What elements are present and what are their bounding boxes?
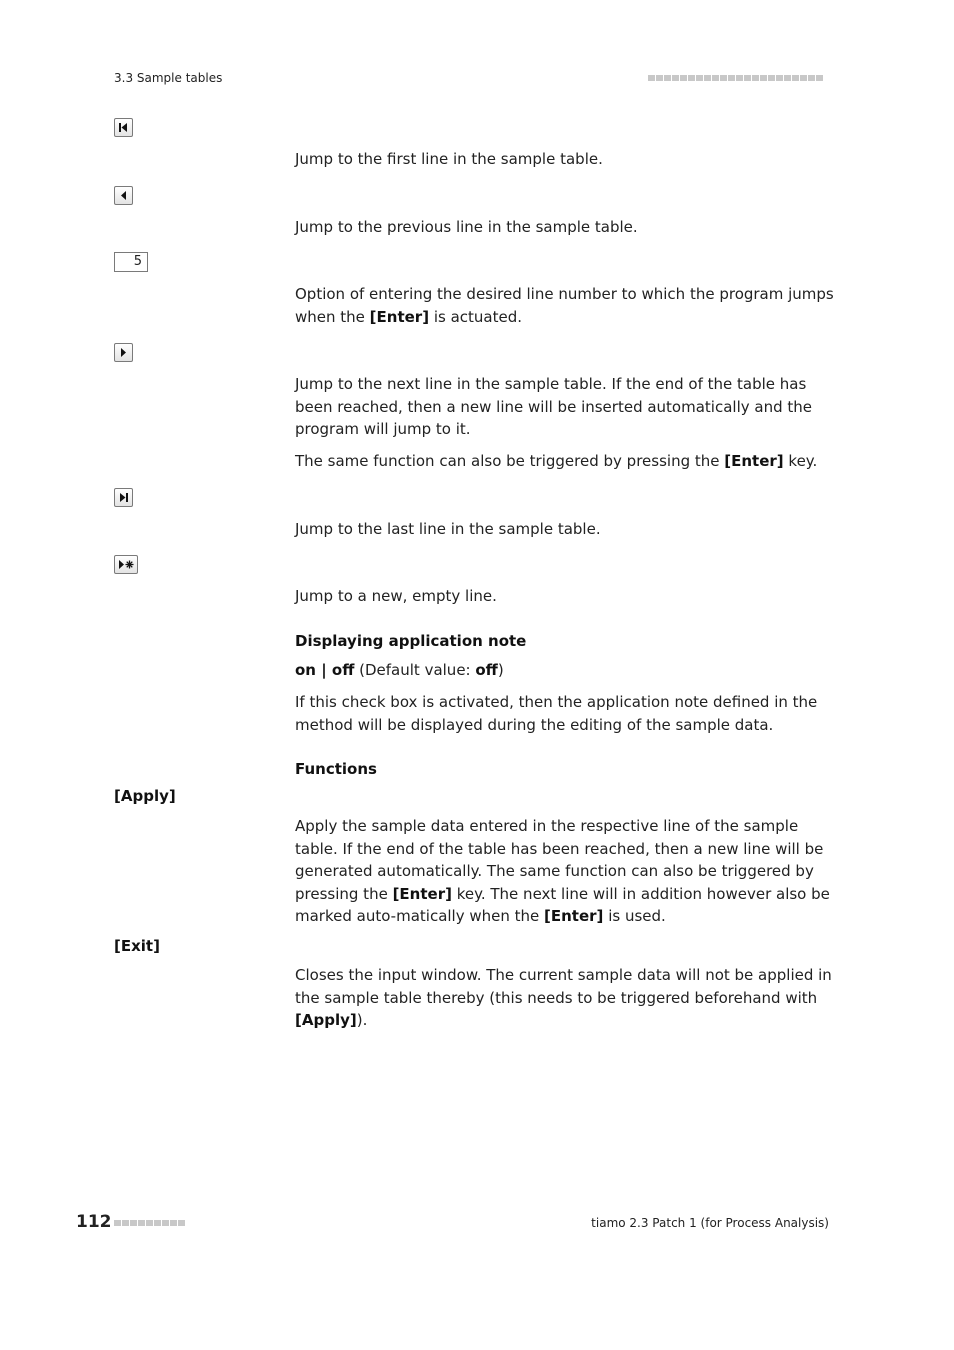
first-line-button[interactable]: [114, 118, 133, 137]
first-line-icon: [118, 123, 129, 132]
previous-line-description: Jump to the previous line in the sample table.: [295, 218, 638, 236]
new-line-description: Jump to a new, empty line.: [295, 587, 497, 605]
next-line-description: Jump to the next line in the sample table. If the end of the table has been reached, then a new line will be inserted automatically and the program will jump to it.: [295, 375, 812, 438]
page-number: 112: [76, 1212, 112, 1232]
footer-decoration: [114, 1220, 185, 1226]
next-line-enter-note: The same function can also be triggered by pressing the [Enter] key.: [295, 452, 818, 470]
header-decoration: [648, 75, 823, 81]
last-line-icon: [118, 493, 129, 502]
app-note-description: If this check box is activated, then the application note defined in the method will be displayed during the editing of the sample data.: [295, 693, 818, 734]
exit-label: [Exit]: [114, 937, 160, 955]
next-line-button[interactable]: [114, 343, 133, 362]
apply-description: Apply the sample data entered in the respective line of the sample table. If the end of the table has been reached, then a new line will be generated automatically. The same function can also be triggered by pressing the [Enter] key. The next line will in addition however also be marked auto-matically when the [Enter] is used.: [295, 817, 830, 925]
app-note-values: on | off (Default value: off): [295, 661, 504, 679]
first-line-description: Jump to the first line in the sample table.: [295, 150, 603, 168]
footer-product: tiamo 2.3 Patch 1 (for Process Analysis): [591, 1216, 829, 1230]
app-note-heading: Displaying application note: [295, 632, 527, 650]
last-line-description: Jump to the last line in the sample table.: [295, 520, 601, 538]
new-line-icon: [118, 560, 134, 569]
running-header-section: 3.3 Sample tables: [114, 71, 223, 85]
next-line-icon: [120, 348, 127, 357]
last-line-button[interactable]: [114, 488, 133, 507]
exit-description: Closes the input window. The current sample data will not be applied in the sample table thereby (this needs to be triggered beforehand with [Apply]).: [295, 966, 832, 1029]
line-number-field[interactable]: 5: [114, 252, 148, 272]
apply-label: [Apply]: [114, 787, 176, 805]
new-line-button[interactable]: [114, 555, 138, 574]
line-number-description: Option of entering the desired line number to which the program jumps when the [Enter] is actuated.: [295, 285, 834, 326]
functions-heading: Functions: [295, 760, 377, 778]
previous-line-icon: [120, 191, 127, 200]
previous-line-button[interactable]: [114, 186, 133, 205]
